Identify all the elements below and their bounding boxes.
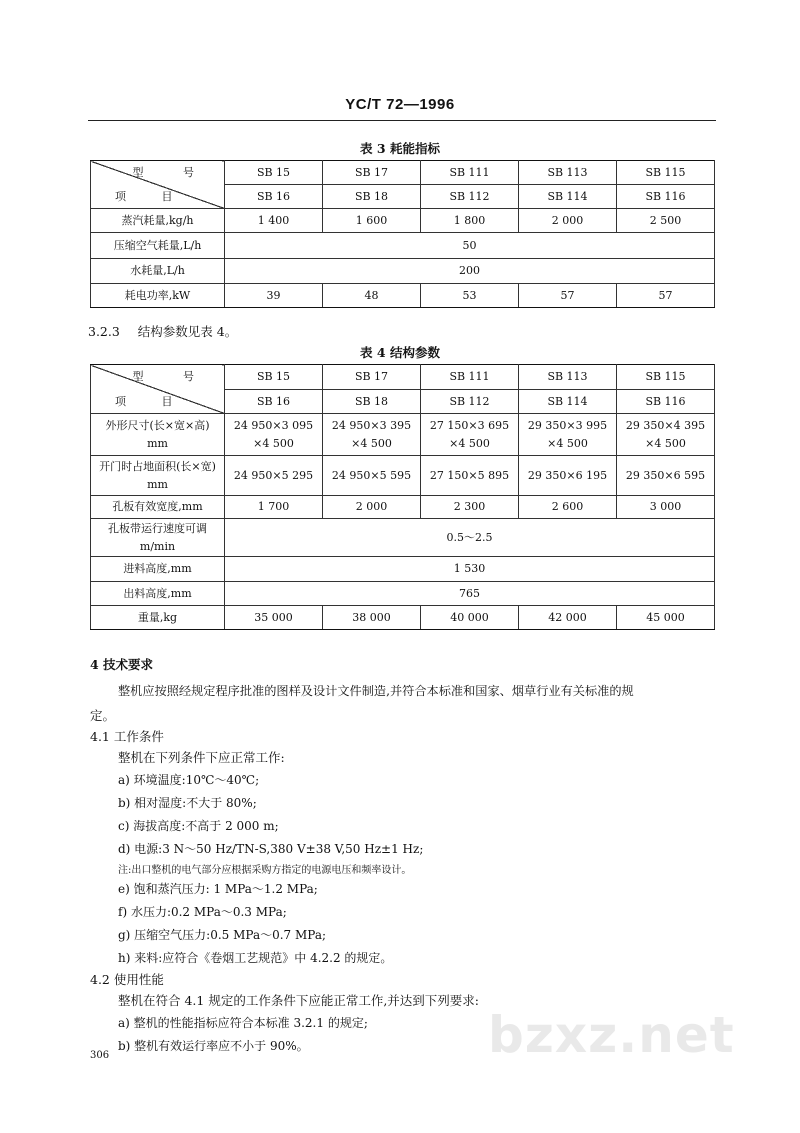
cell-line: ×4 500 — [351, 436, 392, 450]
cell-line: 27 150×3 695 — [429, 419, 510, 433]
table-cell: 53 — [421, 284, 519, 308]
table4-corner-type: 型 号 — [132, 370, 212, 383]
table3 — [90, 160, 715, 308]
table3-row-steam — [91, 209, 715, 233]
table-cell — [323, 414, 421, 456]
section-4-2-heading: 4.2 使用性能 — [90, 972, 164, 987]
condition-item: a) 环境温度:10℃～40℃; — [118, 773, 260, 787]
condition-item: e) 饱和蒸汽压力: 1 MPa～1.2 MPa; — [118, 882, 318, 896]
table4-model: SB 111 — [421, 365, 519, 390]
condition-item: d) 电源:3 N～50 Hz/TN-S,380 V±38 V,50 Hz±1 Hz; — [118, 842, 424, 856]
cell-line: 24 950×3 095 — [233, 419, 314, 433]
section-4-intro-line-2: 定。 — [90, 708, 116, 723]
row-label-line: 外形尺寸(长×宽×高) — [105, 419, 210, 433]
row-label: 重量,kg — [91, 606, 225, 630]
table4-row-dimensions — [91, 414, 715, 456]
section-number: 3.2.3 — [88, 324, 120, 339]
table-cell: 2 600 — [519, 496, 617, 519]
row-label: 孔板有效宽度,mm — [91, 496, 225, 519]
table4-model: SB 115 — [617, 365, 715, 390]
table4-model: SB 112 — [421, 390, 519, 414]
table-cell: 45 000 — [617, 606, 715, 630]
table4-caption: 表 4 结构参数 — [360, 345, 440, 360]
table4-corner-cell — [91, 365, 225, 414]
row-label-unit: mm — [147, 436, 168, 450]
table-cell: 29 350×6 195 — [519, 456, 617, 496]
table-cell: 1 600 — [323, 209, 421, 233]
table4-row-belt-speed — [91, 519, 715, 557]
table4-model: SB 114 — [519, 390, 617, 414]
row-label-unit: m/min — [139, 539, 176, 553]
table-cell: 24 950×5 295 — [225, 456, 323, 496]
table-cell: 2 300 — [421, 496, 519, 519]
table-cell: 29 350×6 595 — [617, 456, 715, 496]
row-label: 进料高度,mm — [91, 557, 225, 582]
section-4-heading: 4 技术要求 — [90, 657, 154, 672]
table3-model: SB 114 — [519, 185, 617, 209]
table-cell: 2 500 — [617, 209, 715, 233]
table3-row-power — [91, 284, 715, 308]
table4-model-row-1 — [91, 365, 715, 390]
table-cell — [225, 414, 323, 456]
table3-model: SB 112 — [421, 185, 519, 209]
table-cell — [617, 414, 715, 456]
row-label: 水耗量,L/h — [91, 259, 225, 284]
section-text: 结构参数见表 4。 — [137, 324, 238, 339]
table4-model: SB 116 — [617, 390, 715, 414]
table-cell: 1 400 — [225, 209, 323, 233]
section-4-1-heading: 4.1 工作条件 — [90, 729, 164, 744]
performance-item: a) 整机的性能指标应符合本标准 3.2.1 的规定; — [118, 1016, 368, 1030]
condition-item: g) 压缩空气压力:0.5 MPa～0.7 MPa; — [118, 928, 327, 942]
row-label: 蒸汽耗量,kg/h — [91, 209, 225, 233]
cell-line: 29 350×3 995 — [527, 419, 608, 433]
table-cell: 24 950×5 595 — [323, 456, 421, 496]
table-cell — [421, 414, 519, 456]
table-cell: 1 700 — [225, 496, 323, 519]
row-label-unit: mm — [147, 477, 168, 491]
watermark: bzxz.net — [488, 1006, 735, 1064]
table-merged-cell: 1 530 — [225, 557, 715, 582]
table3-row-water — [91, 259, 715, 284]
table4 — [90, 364, 715, 630]
condition-item: b) 相对湿度:不大于 80%; — [118, 796, 257, 810]
table3-model: SB 18 — [323, 185, 421, 209]
table3-model: SB 115 — [617, 161, 715, 185]
page-number: 306 — [90, 1050, 110, 1061]
row-label — [91, 414, 225, 456]
table4-row-feed-height — [91, 557, 715, 582]
table4-model: SB 17 — [323, 365, 421, 390]
row-label — [91, 519, 225, 557]
table3-corner-item: 项 目 — [115, 189, 189, 203]
table3-model: SB 17 — [323, 161, 421, 185]
table-cell: 48 — [323, 284, 421, 308]
table-cell: 57 — [617, 284, 715, 308]
table4-row-weight — [91, 606, 715, 630]
table3-corner-cell — [91, 161, 225, 209]
table3-model: SB 15 — [225, 161, 323, 185]
table-cell: 35 000 — [225, 606, 323, 630]
table-cell — [519, 414, 617, 456]
cell-line: ×4 500 — [253, 436, 294, 450]
table4-model: SB 113 — [519, 365, 617, 390]
table3-corner-type: 型 号 — [132, 166, 212, 179]
table-merged-cell: 0.5～2.5 — [225, 519, 715, 557]
table4-corner-item: 项 目 — [115, 394, 189, 408]
table4-row-discharge-height — [91, 582, 715, 606]
standard-code-header: YC/T 72—1996 — [345, 96, 455, 113]
table3-row-compressed-air — [91, 233, 715, 259]
cell-line: ×4 500 — [449, 436, 490, 450]
table3-model: SB 111 — [421, 161, 519, 185]
section-4-1-lead: 整机在下列条件下应正常工作: — [118, 750, 285, 765]
cell-line: 24 950×3 395 — [331, 419, 412, 433]
table-cell: 1 800 — [421, 209, 519, 233]
table3-model: SB 116 — [617, 185, 715, 209]
table-merged-cell: 200 — [225, 259, 715, 284]
condition-item: f) 水压力:0.2 MPa～0.3 MPa; — [118, 905, 287, 919]
table-cell: 40 000 — [421, 606, 519, 630]
section-4-2-lead: 整机在符合 4.1 规定的工作条件下应能正常工作,并达到下列要求: — [118, 993, 480, 1008]
power-supply-note: 注:出口整机的电气部分应根据采购方指定的电源电压和频率设计。 — [118, 865, 412, 876]
table-cell: 2 000 — [519, 209, 617, 233]
table-cell: 57 — [519, 284, 617, 308]
table4-model: SB 18 — [323, 390, 421, 414]
section-3-2-3 — [88, 322, 237, 340]
cell-line: 29 350×4 395 — [625, 419, 706, 433]
row-label-line: 开门时占地面积(长×宽) — [99, 460, 216, 474]
row-label — [91, 456, 225, 496]
cell-line: ×4 500 — [547, 436, 588, 450]
table4-row-plate-width — [91, 496, 715, 519]
table-cell: 39 — [225, 284, 323, 308]
condition-item: h) 来料:应符合《卷烟工艺规范》中 4.2.2 的规定。 — [118, 951, 393, 965]
table4-model: SB 15 — [225, 365, 323, 390]
condition-item: c) 海拔高度:不高于 2 000 m; — [118, 819, 279, 833]
table3-model-row-1 — [91, 161, 715, 185]
table-cell: 3 000 — [617, 496, 715, 519]
table3-caption: 表 3 耗能指标 — [360, 141, 440, 156]
table-cell: 27 150×5 895 — [421, 456, 519, 496]
table3-model: SB 16 — [225, 185, 323, 209]
table4-row-floor-area — [91, 456, 715, 496]
performance-item: b) 整机有效运行率应不小于 90%。 — [118, 1039, 309, 1053]
table-cell: 42 000 — [519, 606, 617, 630]
table4-model: SB 16 — [225, 390, 323, 414]
row-label-line: 孔板带运行速度可调 — [108, 522, 207, 536]
row-label: 出料高度,mm — [91, 582, 225, 606]
cell-line: ×4 500 — [645, 436, 686, 450]
section-4-intro-line-1: 整机应按照经规定程序批准的图样及设计文件制造,并符合本标准和国家、烟草行业有关标准的规 — [118, 684, 634, 698]
table-cell: 2 000 — [323, 496, 421, 519]
header-rule — [88, 120, 716, 121]
row-label: 压缩空气耗量,L/h — [91, 233, 225, 259]
table-cell: 38 000 — [323, 606, 421, 630]
table-merged-cell: 765 — [225, 582, 715, 606]
table-merged-cell: 50 — [225, 233, 715, 259]
row-label: 耗电功率,kW — [91, 284, 225, 308]
table3-model: SB 113 — [519, 161, 617, 185]
